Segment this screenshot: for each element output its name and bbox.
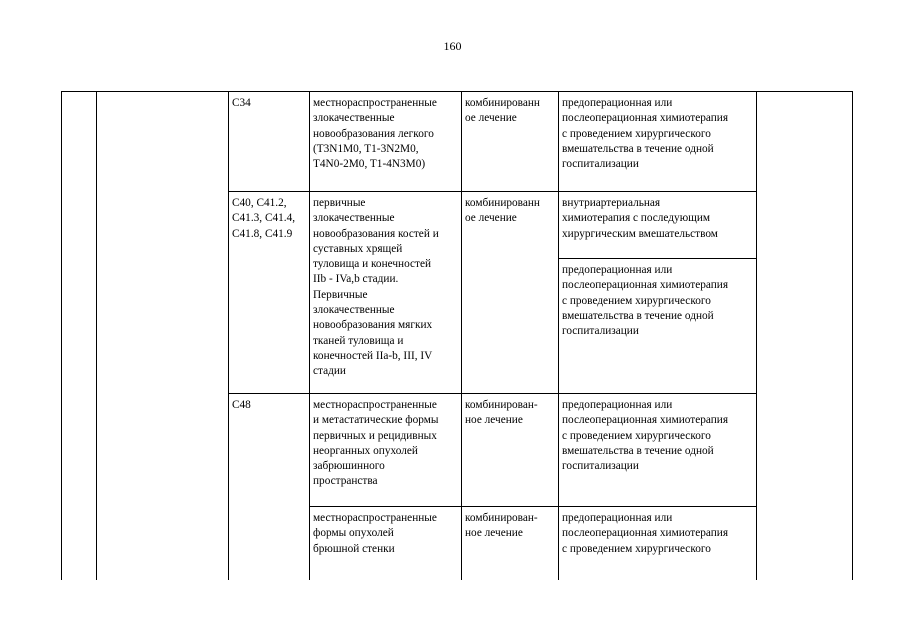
patient-model-cell: местнораспространенные формы опухолей брюшной стенки — [310, 507, 462, 580]
page-number: 160 — [443, 39, 462, 53]
icd-code-cell: C48 — [229, 394, 310, 580]
icd-code-cell: C34 — [229, 92, 310, 192]
treatment-table — [61, 91, 853, 580]
treatment-method-cell: предоперационная или послеоперационная химиотерапия с проведением хирургического вмешательства в течение одной госпитализации — [559, 92, 757, 192]
icd-code-cell: C40, C41.2, C41.3, C41.4, C41.8, C41.9 — [229, 192, 310, 394]
patient-model-cell: местнораспространенные и метастатические формы первичных и рецидивных неорганных опухолей забрюшинного пространства — [310, 394, 462, 507]
table-row — [62, 92, 853, 192]
profile-cell — [97, 92, 229, 580]
treatment-method-cell: предоперационная или послеоперационная химиотерапия с проведением хирургического — [559, 507, 757, 580]
treatment-type-cell: комбинирован- ное лечение — [462, 394, 559, 507]
treatment-type-cell: комбинированн ое лечение — [462, 92, 559, 192]
treatment-method-cell: предоперационная или послеоперационная химиотерапия с проведением хирургического вмешательства в течение одной госпитализации — [559, 259, 757, 394]
treatment-type-cell: комбинирован- ное лечение — [462, 507, 559, 580]
patient-model-cell: местнораспространенные злокачественные новообразования легкого (T3N1M0, T1-3N2M0, T4N0-2M0, T1-4N3M0) — [310, 92, 462, 192]
cost-cell — [757, 92, 853, 580]
treatment-method-cell: предоперационная или послеоперационная химиотерапия с проведением хирургического вмешательства в течение одной госпитализации — [559, 394, 757, 507]
number-cell — [62, 92, 97, 580]
treatment-method-cell: внутриартериальная химиотерапия с последующим хирургическим вмешательством — [559, 192, 757, 259]
treatment-type-cell: комбинированн ое лечение — [462, 192, 559, 394]
patient-model-cell: первичные злокачественные новообразования костей и суставных хрящей туловища и конечностей IIb - IVa,b стадии. Первичные злокачественные новообразования мягких тканей туловища и конечностей IIa-b, III, IV стадии — [310, 192, 462, 394]
